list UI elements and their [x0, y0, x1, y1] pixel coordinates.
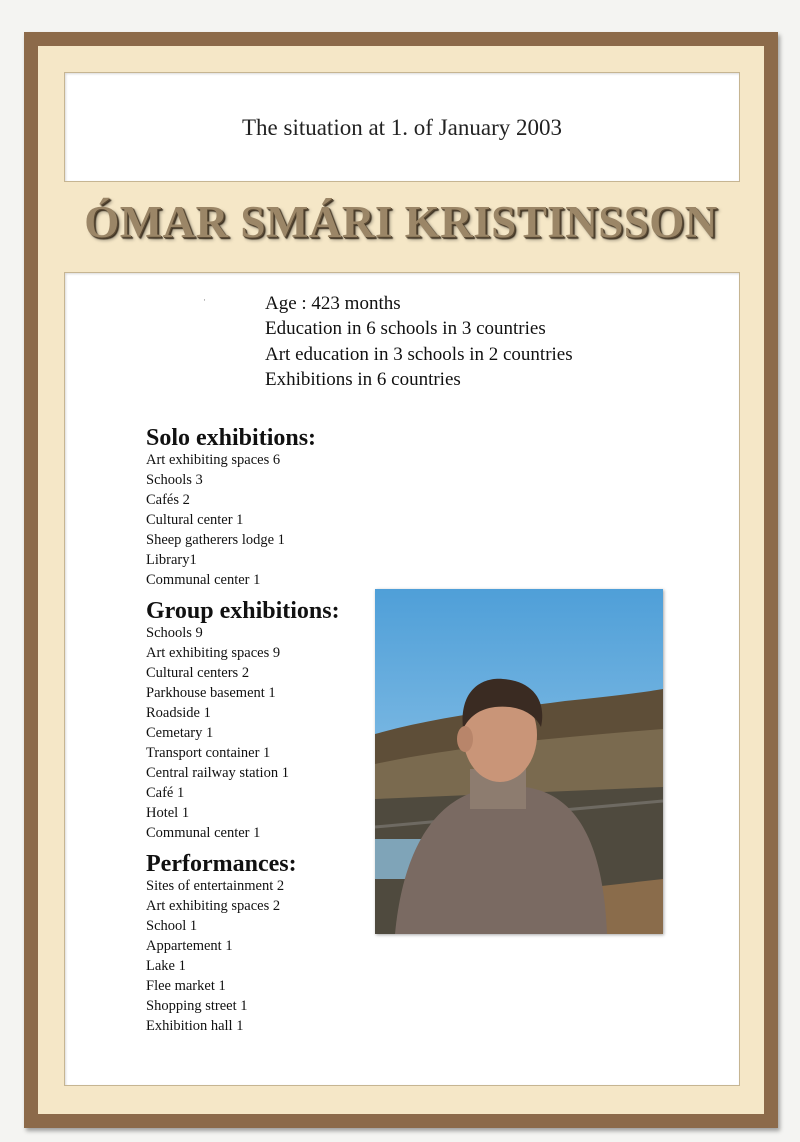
- content-panel: [64, 272, 740, 1086]
- header-panel: [64, 72, 740, 182]
- list-item: Parkhouse basement 1: [146, 685, 276, 701]
- list-item: Café 1: [146, 785, 185, 801]
- page-frame: [24, 32, 778, 1128]
- list-item: Flee market 1: [146, 978, 226, 994]
- list-item: Communal center 1: [146, 572, 261, 588]
- portrait-illustration: [375, 589, 663, 934]
- list-item: Sites of entertainment 2: [146, 878, 285, 894]
- list-item: Sheep gatherers lodge 1: [146, 532, 285, 548]
- list-item: Cultural center 1: [146, 512, 244, 528]
- list-item: School 1: [146, 918, 198, 934]
- list-item: Cultural centers 2: [146, 665, 250, 681]
- list-item: Cemetary 1: [146, 725, 214, 741]
- list-item: Central railway station 1: [146, 765, 289, 781]
- group-heading: Group exhibitions:: [146, 598, 340, 624]
- list-item: Hotel 1: [146, 805, 190, 821]
- list-item: Communal center 1: [146, 825, 261, 841]
- list-item: Schools 9: [146, 625, 203, 641]
- performances-heading: Performances:: [146, 851, 297, 877]
- list-item: Shopping street 1: [146, 998, 248, 1014]
- list-item: Lake 1: [146, 958, 186, 974]
- list-item: Roadside 1: [146, 705, 211, 721]
- scan-speck: ·: [203, 295, 206, 305]
- list-item: Schools 3: [146, 472, 203, 488]
- list-item: Art exhibiting spaces 9: [146, 645, 281, 661]
- summary-age: Age : 423 months: [265, 293, 401, 314]
- group-section: [146, 599, 340, 843]
- date-line: The situation at 1. of January 2003: [241, 115, 562, 140]
- list-item: Appartement 1: [146, 938, 233, 954]
- list-item: Exhibition hall 1: [146, 1018, 244, 1034]
- frame-mat: [38, 46, 764, 1114]
- list-item: Cafés 2: [146, 492, 190, 508]
- list-item: Library1: [146, 552, 197, 568]
- solo-section: [146, 426, 316, 590]
- list-item: Art exhibiting spaces 6: [146, 452, 281, 468]
- list-item: Transport container 1: [146, 745, 271, 761]
- summary-exhibitions: Exhibitions in 6 countries: [265, 368, 461, 390]
- list-item: Art exhibiting spaces 2: [146, 898, 281, 914]
- summary-art-education: Art education in 3 schools in 2 countries: [265, 343, 573, 365]
- summary-block: [265, 291, 573, 392]
- summary-education: Education in 6 schools in 3 countries: [265, 318, 546, 340]
- performances-section: [146, 852, 297, 1036]
- artist-name: ÓMAR SMÁRI KRISTINSSON: [84, 197, 718, 247]
- portrait-photo: [375, 589, 663, 934]
- solo-heading: Solo exhibitions:: [146, 425, 317, 451]
